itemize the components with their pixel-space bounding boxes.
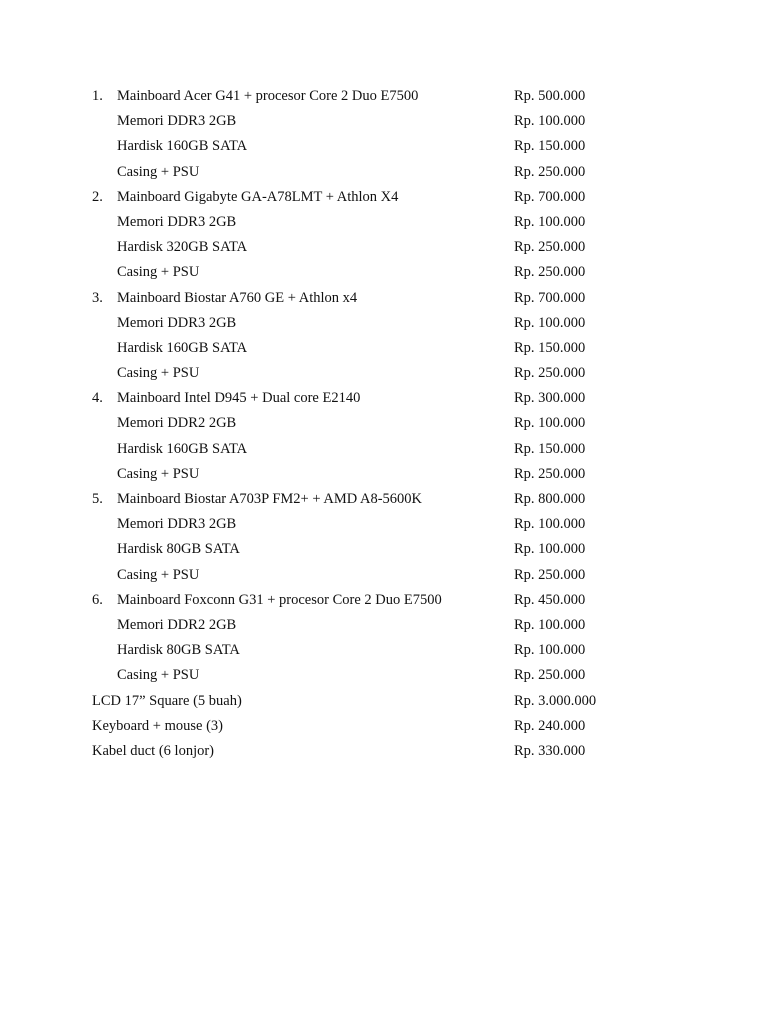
list-row xyxy=(0,412,768,437)
item-name: Mainboard Biostar A703P FM2+ + AMD A8-5600K xyxy=(117,491,423,507)
item-price: Rp. 100.000 xyxy=(514,642,586,659)
list-row xyxy=(0,110,768,135)
extra-item-price: Rp. 240.000 xyxy=(514,717,586,734)
list-row xyxy=(0,362,768,387)
item-price: Rp. 100.000 xyxy=(514,113,586,130)
item-price: Rp. 150.000 xyxy=(514,339,586,356)
item-name: Memori DDR3 2GB xyxy=(117,213,237,230)
item-price: Rp. 250.000 xyxy=(514,667,586,684)
item-price: Rp. 100.000 xyxy=(514,415,586,432)
item-price: Rp. 300.000 xyxy=(514,390,586,407)
list-row xyxy=(0,463,768,488)
list-row xyxy=(0,186,768,211)
item-price: Rp. 450.000 xyxy=(514,591,586,608)
list-row xyxy=(0,715,768,740)
group-number: 1. xyxy=(92,88,103,104)
extra-item-price: Rp. 3.000.000 xyxy=(514,692,597,709)
item-price: Rp. 150.000 xyxy=(514,138,586,155)
item-price: Rp. 150.000 xyxy=(514,440,586,457)
item-price: Rp. 500.000 xyxy=(514,88,586,104)
item-name: Casing + PSU xyxy=(117,465,200,482)
list-row xyxy=(0,438,768,463)
list-row xyxy=(0,538,768,563)
item-name: Casing + PSU xyxy=(117,365,200,382)
list-row xyxy=(0,337,768,362)
item-name: Casing + PSU xyxy=(117,566,200,583)
list-row xyxy=(0,387,768,412)
item-name: Casing + PSU xyxy=(117,163,200,180)
item-price: Rp. 250.000 xyxy=(514,163,586,180)
price-list-document xyxy=(0,85,768,765)
list-row xyxy=(0,614,768,639)
item-price: Rp. 250.000 xyxy=(514,239,586,256)
item-price: Rp. 100.000 xyxy=(514,516,586,533)
list-row xyxy=(0,161,768,186)
list-row xyxy=(0,85,768,110)
group-number: 5. xyxy=(92,491,103,507)
list-row xyxy=(0,639,768,664)
item-name: Mainboard Biostar A760 GE + Athlon x4 xyxy=(117,289,358,306)
list-row xyxy=(0,287,768,312)
item-price: Rp. 700.000 xyxy=(514,188,586,205)
item-name: Memori DDR2 2GB xyxy=(117,616,237,633)
item-price: Rp. 250.000 xyxy=(514,566,586,583)
item-price: Rp. 100.000 xyxy=(514,213,586,230)
list-row xyxy=(0,664,768,689)
item-name: Hardisk 320GB SATA xyxy=(117,239,248,256)
extra-item-name: Keyboard + mouse (3) xyxy=(92,717,223,734)
group-number: 3. xyxy=(92,289,103,306)
item-name: Hardisk 80GB SATA xyxy=(117,642,240,659)
list-row xyxy=(0,312,768,337)
item-name: Memori DDR3 2GB xyxy=(117,314,237,331)
item-price: Rp. 250.000 xyxy=(514,465,586,482)
item-price: Rp. 100.000 xyxy=(514,541,586,558)
item-name: Mainboard Intel D945 + Dual core E2140 xyxy=(117,390,361,407)
item-price: Rp. 100.000 xyxy=(514,616,586,633)
item-name: Memori DDR2 2GB xyxy=(117,415,237,432)
list-row xyxy=(0,261,768,286)
item-name: Hardisk 80GB SATA xyxy=(117,541,240,558)
list-row xyxy=(0,488,768,513)
item-price: Rp. 800.000 xyxy=(514,491,586,507)
list-row xyxy=(0,740,768,765)
item-name: Mainboard Foxconn G31 + procesor Core 2 Duo E7500 xyxy=(117,591,442,608)
group-number: 4. xyxy=(92,390,103,407)
group-number: 2. xyxy=(92,188,103,205)
list-row xyxy=(0,690,768,715)
extra-item-name: Kabel duct (6 lonjor) xyxy=(92,742,215,759)
item-name: Casing + PSU xyxy=(117,667,200,684)
item-name: Casing + PSU xyxy=(117,264,200,281)
extra-item-name: LCD 17” Square (5 buah) xyxy=(92,692,242,709)
item-price: Rp. 250.000 xyxy=(514,264,586,281)
list-row xyxy=(0,236,768,261)
extra-item-price: Rp. 330.000 xyxy=(514,742,586,759)
list-row xyxy=(0,513,768,538)
item-price: Rp. 700.000 xyxy=(514,289,586,306)
group-number: 6. xyxy=(92,591,103,608)
list-row xyxy=(0,135,768,160)
item-name: Hardisk 160GB SATA xyxy=(117,440,248,457)
list-row xyxy=(0,564,768,589)
item-name: Memori DDR3 2GB xyxy=(117,113,237,130)
item-price: Rp. 250.000 xyxy=(514,365,586,382)
item-name: Mainboard Acer G41 + procesor Core 2 Duo E7500 xyxy=(117,88,419,104)
item-name: Hardisk 160GB SATA xyxy=(117,339,248,356)
item-name: Mainboard Gigabyte GA-A78LMT + Athlon X4 xyxy=(117,188,399,205)
item-name: Memori DDR3 2GB xyxy=(117,516,237,533)
item-name: Hardisk 160GB SATA xyxy=(117,138,248,155)
list-row xyxy=(0,589,768,614)
list-row xyxy=(0,211,768,236)
item-price: Rp. 100.000 xyxy=(514,314,586,331)
